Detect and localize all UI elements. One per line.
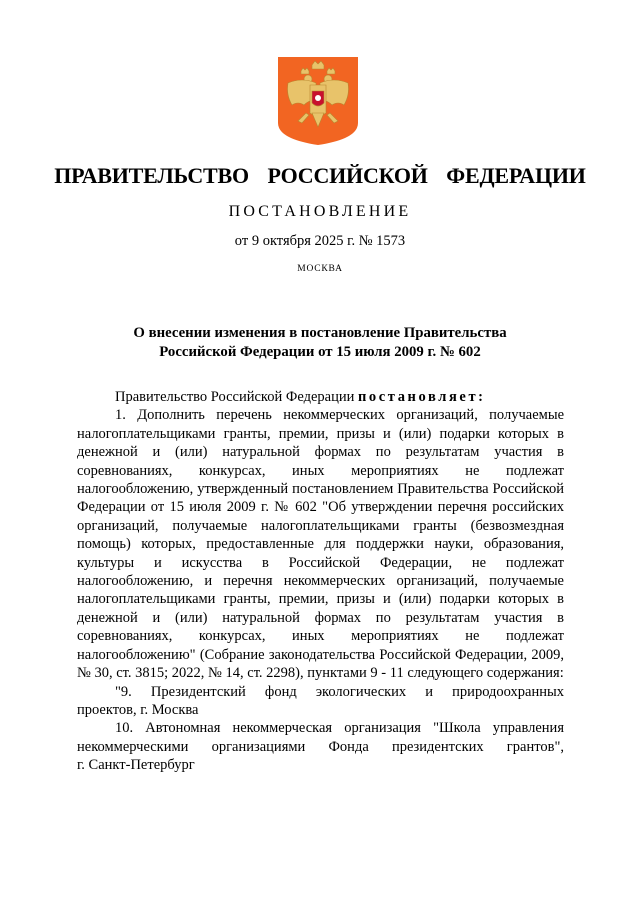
decree-word: постановляет: bbox=[357, 389, 486, 405]
government-title: ПРАВИТЕЛЬСТВО РОССИЙСКОЙ ФЕДЕРАЦИИ bbox=[54, 163, 586, 188]
paragraph-1: 1. Дополнить перечень некоммерческих организаций, получаемые налогоплательщиками гранты, премии, призы и (или) подарки которых в денежной и (или) натуральной формах по результатам участия в соревнованиях, конкурсах, иных мероприятиях не подлежат налогообложению, утвержденный постановлением Правительства Российской Федерации от 15 июля 2009 г. № 602 "Об утверждении перечня российских организаций, получаемые налогоплательщиками гранты (безвозмездная помощь) которых, предоставленные для поддержки науки, образования, культуры и искусства в Российской Федерации, не подлежат налогообложению, и перечня некоммерческих организаций, получаемые налогоплательщиками гранты, премии, призы и (или) подарки которых в денежной и (или) натуральной формах по результатам участия в соревнованиях, конкурсах, иных мероприятиях не подлежат налогообложению" (Собрание законодательства Российской Федерации, 2009, № 30, ст. 3815; 2022, № 14, ст. 2298), пунктами 9 - 11 следующего содержания: bbox=[77, 407, 564, 682]
intro-text: Правительство Российской Федерации bbox=[115, 389, 358, 405]
document-city: МОСКВА bbox=[297, 264, 343, 274]
document-date-number: от 9 октября 2025 г. № 1573 bbox=[234, 233, 406, 249]
item-10-line-3: г. Санкт-Петербург bbox=[77, 757, 195, 774]
subject-line-1: О внесении изменения в постановление Правительства bbox=[133, 325, 507, 341]
subject-line-2: Российской Федерации от 15 июля 2009 г. № 602 bbox=[159, 344, 481, 360]
item-9-line-1: "9. Президентский фонд экологических и природоохранных bbox=[115, 683, 564, 700]
document-body bbox=[77, 388, 564, 775]
document-type: ПОСТАНОВЛЕНИЕ bbox=[228, 203, 412, 220]
intro-paragraph bbox=[77, 388, 564, 406]
item-10-line-2: некоммерческими организациями Фонда президентских грантов", bbox=[77, 738, 564, 755]
coat-of-arms-icon bbox=[276, 55, 360, 147]
item-9-line-2: проектов, г. Москва bbox=[77, 701, 199, 718]
document-subject bbox=[0, 324, 640, 362]
item-10-line-1: 10. Автономная некоммерческая организация "Школа управления bbox=[115, 720, 564, 737]
